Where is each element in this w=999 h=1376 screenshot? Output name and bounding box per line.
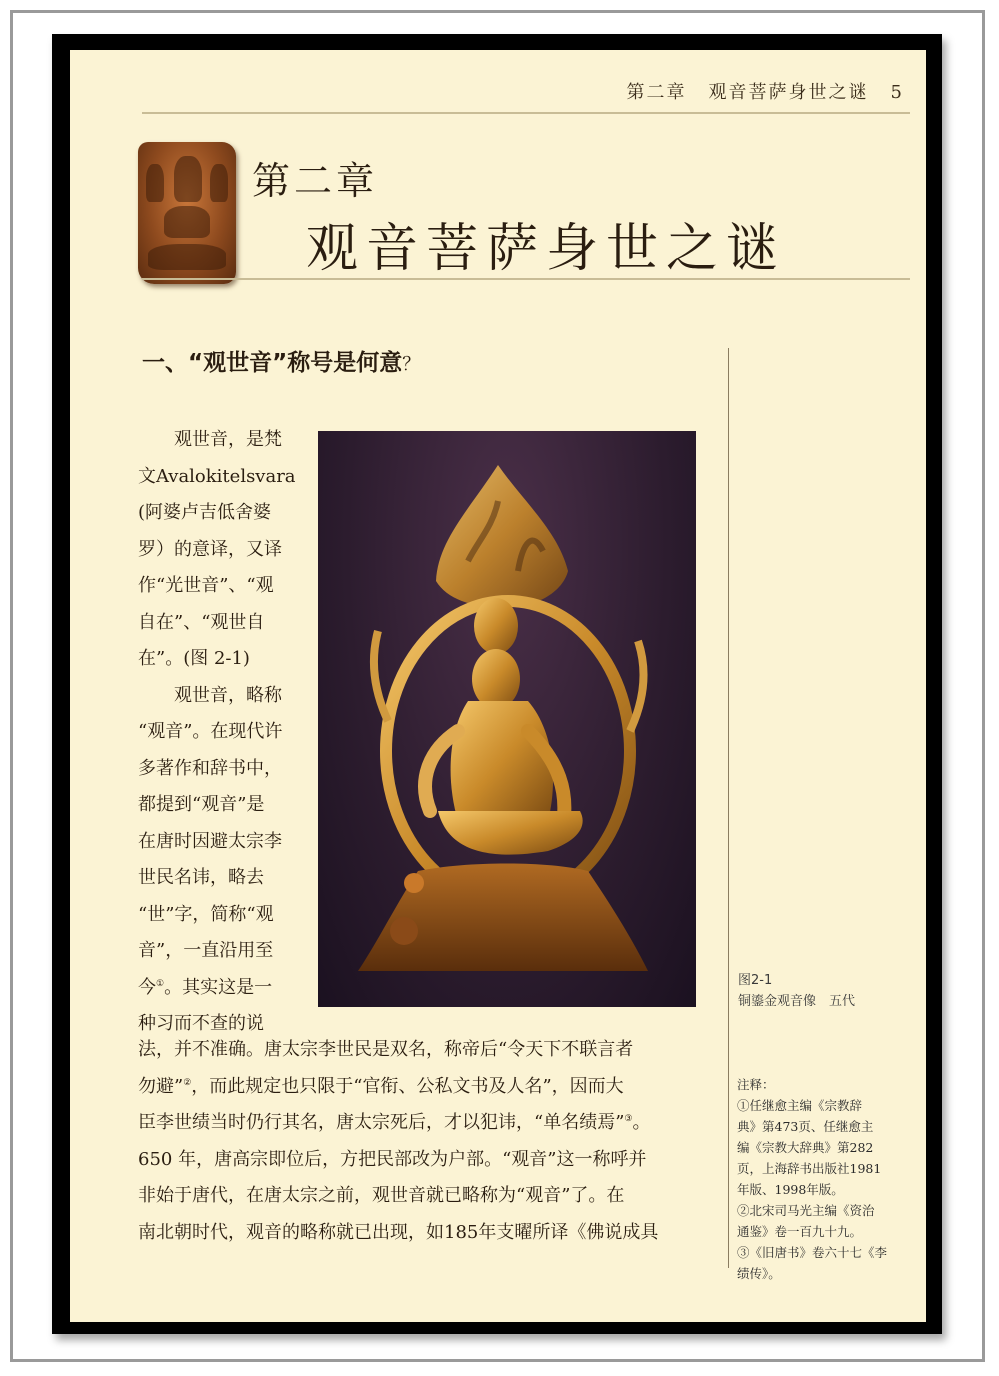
column-divider: [728, 348, 729, 1268]
text-line: 自在”、“观世自: [138, 611, 265, 633]
text-line: 法，并不准确。唐太宗李世民是双名，称帝后“令天下不联言者: [138, 1039, 634, 1060]
footnote-line: ③《旧唐书》卷六十七《李: [737, 1245, 888, 1260]
stone-relief-image: [138, 142, 236, 284]
page-number: 5: [890, 82, 904, 103]
footnotes: [737, 1074, 917, 1284]
footnote-line: 绩传》。: [737, 1266, 781, 1281]
text-line: 多著作和辞书中，: [138, 757, 282, 779]
body-text-wide: [138, 1032, 698, 1251]
text-line: 罗）的意译，又译: [138, 538, 282, 560]
text-segment: ，而此规定也只限于“官衔、公私文书及人名”，因而大: [191, 1075, 624, 1097]
text-line: 观世音，是梵: [138, 429, 282, 450]
footnote-ref-3[interactable]: ③: [624, 1114, 633, 1124]
guanyin-statue-photo: [318, 431, 696, 1007]
guanyin-statue-icon: [318, 431, 696, 1007]
text-line: 南北朝时代，观音的略称就已出现，如185年支曜所译《佛说成具: [138, 1221, 659, 1243]
footnote-line: 页，上海辞书出版社1981: [737, 1161, 882, 1176]
body-text-narrow: [138, 422, 298, 1043]
section-heading: [142, 344, 420, 377]
text-segment: 今: [138, 976, 156, 998]
text-line: [138, 1069, 698, 1106]
section-heading-text: 一、“观世音”称号是何意: [142, 350, 403, 376]
title-rule: [142, 278, 910, 280]
section-heading-mark: ？: [402, 354, 421, 375]
text-line: 观世音，略称: [138, 684, 282, 706]
text-line: 作“光世音”、“观: [138, 575, 274, 596]
text-line: 种习而不查的说: [138, 1013, 264, 1034]
header-chapter: 第二章: [626, 82, 687, 103]
book-page: [70, 50, 926, 1322]
footnote-line: 典》第473页、任继愈主: [737, 1119, 874, 1134]
footnote-line: ①任继愈主编《宗教辞: [737, 1098, 863, 1113]
figure-caption-text: 铜鎏金观音像 五代: [738, 994, 856, 1009]
text-line: 世民名讳，略去: [138, 867, 264, 888]
footnote-ref-1[interactable]: ①: [156, 978, 165, 989]
text-line: [138, 970, 298, 1007]
footnote-line: 通鉴》卷一百九十九。: [737, 1224, 863, 1239]
footnote-line: ②北宋司马光主编《资治: [737, 1203, 875, 1218]
footnotes-title: 注释：: [737, 1077, 775, 1092]
text-segment: 勿避”: [138, 1075, 184, 1097]
text-line: 非始于唐代，在唐太宗之前，观世音就已略称为“观音”了。在: [138, 1185, 625, 1206]
text-line: 文Avalokitelsvara: [138, 465, 296, 487]
footnote-line: 年版、1998年版。: [737, 1182, 844, 1197]
footnote-line: 编《宗教大辞典》第282: [737, 1140, 874, 1155]
text-line: 在”。(图 2-1): [138, 648, 250, 669]
footnote-ref-2[interactable]: ②: [183, 1077, 192, 1088]
text-segment: 臣李世绩当时仍行其名，唐太宗死后，才以犯讳，“单名绩焉”: [138, 1112, 625, 1133]
running-header: [605, 78, 904, 104]
text-line: 音”，一直沿用至: [138, 940, 274, 961]
figure-number: 图2-1: [738, 973, 773, 988]
header-title: 观音菩萨身世之谜: [708, 82, 869, 103]
text-line: 650 年，唐高宗即位后，方把民部改为户部。“观音”这一称呼并: [138, 1148, 647, 1170]
text-segment: 。: [632, 1112, 651, 1133]
text-line: 都提到“观音”是: [138, 794, 265, 815]
header-rule: [142, 112, 910, 114]
text-line: 在唐时因避太宗李: [138, 830, 282, 852]
text-segment: 。其实这是一: [164, 976, 273, 998]
text-line: “观音”。在现代许: [138, 721, 283, 742]
text-line: “世”字，简称“观: [138, 903, 274, 925]
chapter-title: 观音菩萨身世之谜: [306, 219, 787, 279]
text-line: [138, 1105, 698, 1142]
text-line: (阿婆卢吉低舍婆: [138, 502, 272, 523]
chapter-label: 第二章: [252, 159, 379, 203]
figure-caption: [738, 970, 855, 1012]
